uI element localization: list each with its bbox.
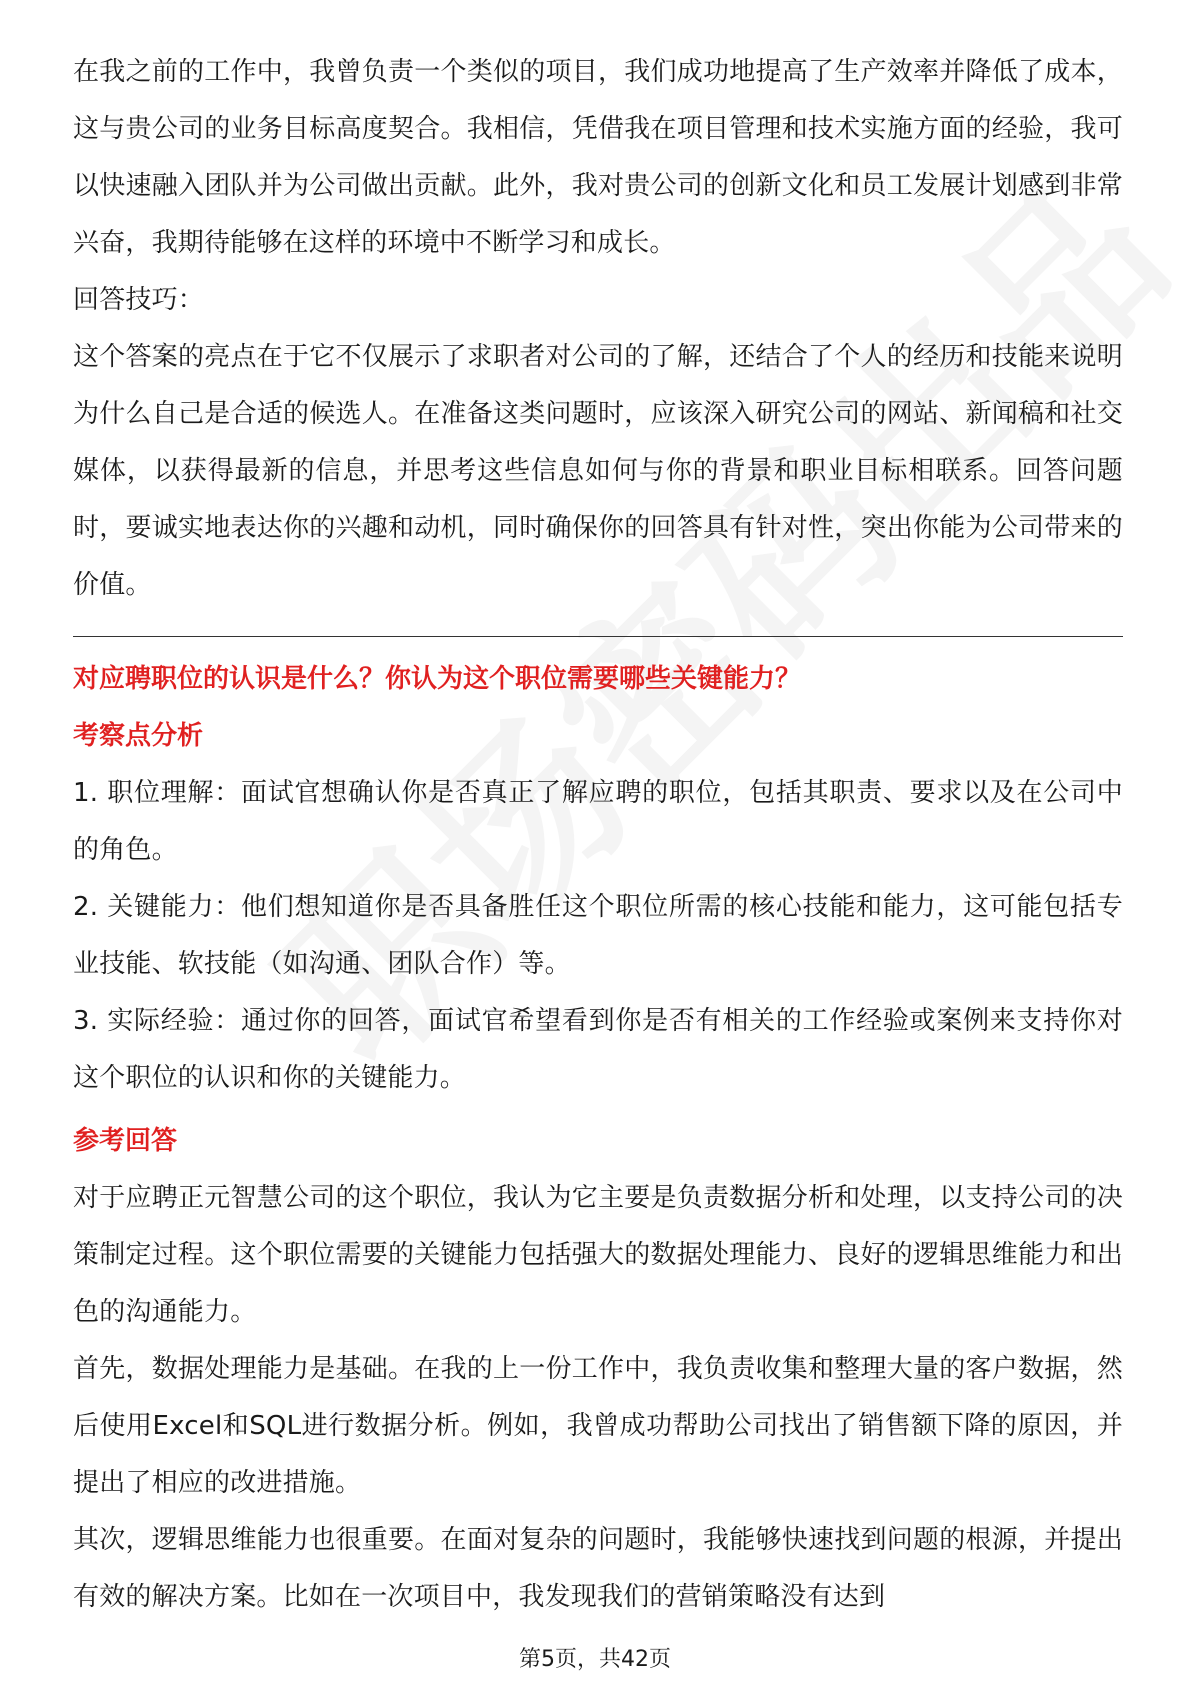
answer-paragraph: 其次，逻辑思维能力也很重要。在面对复杂的问题时，我能够快速找到问题的根源，并提出有效的解决方案。比如在一次项目中，我发现我们的营销策略没有达到 (73, 1525, 1123, 1612)
analysis-item: 2. 关键能力：他们想知道你是否具备胜任这个职位所需的核心技能和能力，这可能包括专业技能、软技能（如沟通、团队合作）等。 (73, 892, 1123, 979)
question-heading: 对应聘职位的认识是什么？你认为这个职位需要哪些关键能力？ (73, 664, 802, 694)
analysis-heading: 考察点分析 (73, 721, 204, 751)
answer-paragraph: 对于应聘正元智慧公司的这个职位，我认为它主要是负责数据分析和处理，以支持公司的决策制定过程。这个职位需要的关键能力包括强大的数据处理能力、良好的逻辑思维能力和出色的沟通能力。 (73, 1183, 1123, 1327)
page-footer: 第5页，共42页 (519, 1647, 671, 1672)
analysis-item: 3. 实际经验：通过你的回答，面试官希望看到你是否有相关的工作经验或案例来支持你对这个职位的认识和你的关键能力。 (73, 1006, 1123, 1093)
tips-text: 这个答案的亮点在于它不仅展示了求职者对公司的了解，还结合了个人的经历和技能来说明为什么自己是合适的候选人。在准备这类问题时，应该深入研究公司的网站、新闻稿和社交媒体，以获得最新的信息，并思考这些信息如何与你的背景和职业目标相联系。回答问题时，要诚实地表达你的兴趣和动机，同时确保你的回答具有针对性，突出你能为公司带来的价值。 (73, 342, 1123, 600)
answer-paragraph: 首先，数据处理能力是基础。在我的上一份工作中，我负责收集和整理大量的客户数据，然后使用Excel和SQL进行数据分析。例如，我曾成功帮助公司找出了销售额下降的原因，并提出了相应的改进措施。 (73, 1354, 1123, 1498)
page-content (73, 44, 1123, 1626)
paragraph: 在我之前的工作中，我曾负责一个类似的项目，我们成功地提高了生产效率并降低了成本，这与贵公司的业务目标高度契合。我相信，凭借我在项目管理和技术实施方面的经验，我可以快速融入团队并为公司做出贡献。此外，我对贵公司的创新文化和员工发展计划感到非常兴奋，我期待能够在这样的环境中不断学习和成长。 (73, 57, 1123, 258)
answer-heading: 参考回答 (73, 1126, 178, 1156)
tips-label: 回答技巧： (73, 285, 205, 315)
analysis-item: 1. 职位理解：面试官想确认你是否真正了解应聘的职位，包括其职责、要求以及在公司中的角色。 (73, 778, 1123, 865)
section-divider (73, 636, 1123, 637)
